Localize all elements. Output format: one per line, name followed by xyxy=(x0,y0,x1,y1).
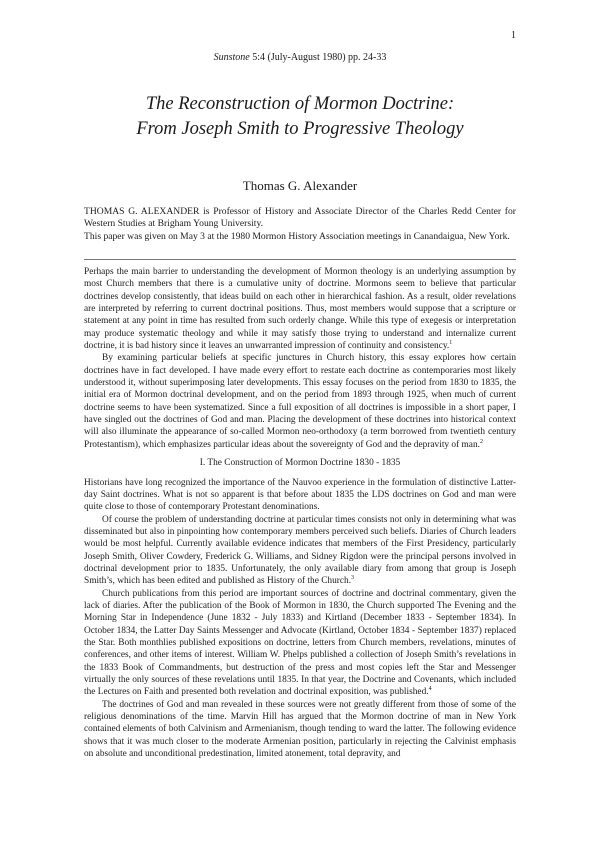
bio-line-1: THOMAS G. ALEXANDER is Professor of History and Associate Director of the Charles Redd Center for Western Studies at Brigham Young University. xyxy=(84,206,516,230)
footnote-ref[interactable]: 1 xyxy=(449,340,453,347)
body-paragraph: By examining particular beliefs at specific junctures in Church history, this essay explores how certain doctrines have in fact developed. I have made every effort to restate each doctrine as contemporaries most likely understood it, without superimposing later developments. This essay focuses on the period from 1830 to 1835, the initial era of Mormon doctrinal development, and on the period from 1893 through 1925, when much of current doctrine seems to have been systematized. Since a full exposition of all doctrines is impossible in a short paper, I have singled out the doctrines of God and man. Placing the development of these doctrines into historical context will also illuminate the appearance of so-called Mormon neo-orthodoxy (a term borrowed from twentieth century Protestantism), which emphasizes particular ideas about the sovereignty of God and the depravity of man.$^2$ xyxy=(84,353,516,450)
body-paragraph: Church publications from this period are important sources of doctrine and doctrinal commentary, given the lack of diaries. After the publication of the Book of Mormon in 1830, the Church supported The Evening and the Morning Star in Independence (June 1832 - July 1833) and Kirtland (December 1833 - September 1834). In October 1834, the Latter Day Saints Messenger and Advocate (Kirtland, October 1834 - September 1837) replaced the Star. Both monthlies published expositions on doctrine, letters from Church members, revelations, minutes of conferences, and other items of interest. William W. Phelps published a collection of Joseph Smith’s revelations in the 1833 Book of Commandments, but destruction of the press and most copies left the Star and Messenger virtually the only sources of these revelations until 1835. In that year, the Doctrine and Covenants, which included the Lectures on Faith and presented both revelation and doctrinal exposition, was published.$^4$ xyxy=(84,588,516,698)
citation-details: 5:4 (July-August 1980) pp. 24-33 xyxy=(252,52,387,63)
separator-rule xyxy=(84,259,516,260)
section-heading: I. The Construction of Mormon Doctrine 1830 - 1835 xyxy=(199,458,401,469)
footnote-ref[interactable]: 2 xyxy=(479,438,483,445)
bio-line-2: This paper was given on May 3 at the 1980 Mormon History Association meetings in Canandaigua, New York. xyxy=(84,230,510,242)
title-line-2: From Joseph Smith to Progressive Theology xyxy=(136,119,464,139)
article-title xyxy=(0,92,600,142)
body-paragraph: Of course the problem of understanding doctrine at particular times consists not only in determining what was disseminated but also in pinpointing how contemporary members perceived such beliefs. Diaries of Church leaders would be most helpful. Currently available evidence indicates that members of the First Presidency, particularly Joseph Smith, Oliver Cowdery, Frederick G. Williams, and Sidney Rigdon were the principal persons involved in doctrinal development prior to 1835. Unfortunately, the only available diary from among that group is Joseph Smith’s, which has been edited and published as History of the Church.$^3$ xyxy=(84,514,516,587)
journal-name: Sunstone xyxy=(213,52,250,63)
body-paragraph: The doctrines of God and man revealed in these sources were not greatly different from those of some of the religious denominations of the time. Marvin Hill has argued that the Mormon doctrine of man in New York contained elements of both Calvinism and Armenianism, though tending to ward the latter. The following evidence shows that it was much closer to the moderate Armenian position, particularly in rejecting the Calvinist emphasis on absolute and unconditional predestination, limited atonement, total depravity, and xyxy=(84,699,516,760)
citation xyxy=(0,52,600,63)
author-bio xyxy=(84,206,516,243)
body-paragraph: Historians have long recognized the importance of the Nauvoo experience in the formulation of distinctive Latter-day Saint doctrines. What is not so apparent is that before about 1835 the LDS doctrines on God and man were quite close to those of contemporary Protestant denominations. xyxy=(84,477,516,513)
footnote-ref[interactable]: 4 xyxy=(428,686,432,693)
article-body xyxy=(84,266,516,760)
page-number: 1 xyxy=(511,30,516,41)
body-paragraph: Perhaps the main barrier to understanding the development of Mormon theology is an underlying assumption by most Church members that there is a cumulative unity of doctrine. Mormons seem to believe that particular doctrines develop consistently, that ideas build on each other in hierarchical fashion. As a result, older revelations are interpreted by referring to current doctrinal positions. Thus, most members would suppose that a scripture or statement at any point in time has resulted from such orderly change. While this type of exegesis or interpretation may produce systematic theology and while it may satisfy those trying to understand and internalize current doctrine, it is bad history since it leaves an unwarranted impression of continuity and consistency.$^1$ xyxy=(84,267,516,352)
author-name: Thomas G. Alexander xyxy=(242,178,358,193)
title-line-1: The Reconstruction of Mormon Doctrine: xyxy=(145,94,455,114)
footnote-ref[interactable]: 3 xyxy=(351,575,355,582)
